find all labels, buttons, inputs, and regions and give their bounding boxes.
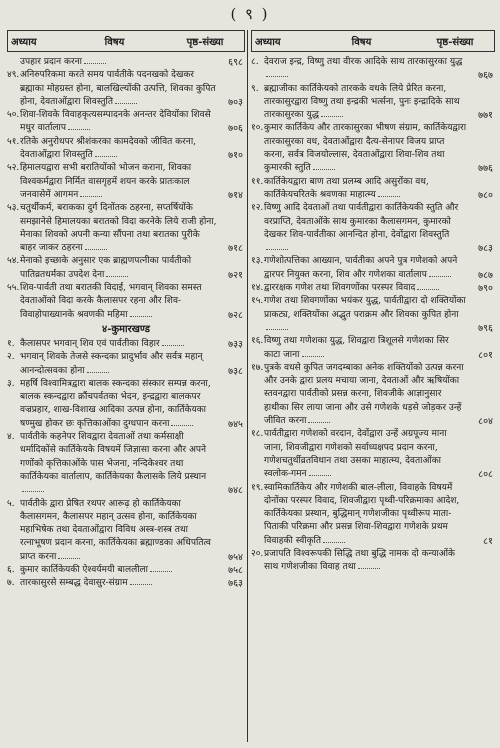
page-reference: ७५८ bbox=[228, 564, 243, 576]
chapter-subject: पुत्रके वधसे कुपित जगदम्बाका अनेक शक्तियोंको उत्पन्न करना और उनके द्वारा प्रलय मचाया जाना, देवताओं और ऋषियोंका स्तवनद्वारा पार्वतीको प्रसन्न करना, शिवजीके आज्ञानुसार हाथीका सिर लाया जाना और उसे गणेशके धड़से जोड़कर उन्हें जीवित करना bbox=[264, 362, 464, 427]
page-reference: ७६७ bbox=[478, 70, 493, 82]
chapter-subject: उपहार प्रदान करना bbox=[20, 57, 106, 67]
chapter-subject: अनिरुपरिकमा करते समय पार्वतीके पदनखको देखकर ब्रह्माका मोहग्रस्त होना, बालखिल्योंकी उत्पत्ति, शिवका कुपित होना, देवताओंद्वारा शिवस्तुति bbox=[20, 70, 216, 107]
header-page-count: पृष्ठ-संख्या bbox=[436, 37, 474, 48]
toc-entry bbox=[7, 564, 245, 577]
chapter-subject: स्वामिकार्तिकेय और गणेशकी बाल-लीला, विवाहके विषयमें दोनोंका परस्पर विवाद, शिवजीद्वारा पृथ्वी-परिक्रमाका आदेश, कार्तिकेयका प्रस्थान, बुद्धिमान् गणेशजीका पृथ्वीरूप माता-पिताकी परिक्रमा और प्रसन्न शिवा-शिवद्वारा गणेशके प्रथम विवाहकी स्वीकृति bbox=[264, 482, 460, 546]
chapter-subject: द्वाररक्षक गणेश तथा शिवगणोंका परस्पर विवाद bbox=[264, 283, 439, 293]
contents-column-left bbox=[7, 30, 245, 748]
toc-entry bbox=[7, 109, 245, 136]
chapter-number: ३. bbox=[7, 378, 15, 389]
chapter-number: १२. bbox=[251, 203, 264, 214]
toc-entry bbox=[251, 362, 495, 428]
toc-entry bbox=[251, 335, 495, 362]
page-reference: ७०६ bbox=[228, 123, 243, 135]
page-reference: ७१० bbox=[228, 150, 243, 162]
chapter-subject: गणेश तथा शिवगणोंका भयंकर युद्ध, पार्वतीद्वारा दो शक्तियोंका प्राकट्य, शक्तियोंका अद्भुत पराक्रम और शिवका कुपित होना bbox=[264, 296, 466, 333]
page-reference: ८०८ bbox=[478, 469, 493, 481]
page-reference: ६९८ bbox=[228, 57, 243, 68]
toc-entry bbox=[251, 282, 495, 295]
section-heading: ४-कुमारखण्ड bbox=[102, 323, 150, 335]
chapter-subject: गणेशोत्पत्तिका आख्यान, पार्वतीका अपने पुत्र गणेशको अपने द्वारपर नियुक्त करना, शिव और गणेशका वार्तालाप bbox=[264, 256, 458, 280]
chapter-subject: हिमालयद्वारा सभी बरातियोंको भोजन कराना, शिवका विश्वकर्मद्वारा निर्मित वासगृहमें शयन करके प्रातःकाल जनवासेमें आगमन bbox=[20, 163, 192, 200]
page-reference: ७९० bbox=[478, 283, 493, 295]
chapter-subject: कैलासपर भगवान् शिव एवं पार्वतीका विहार bbox=[20, 339, 184, 349]
toc-entry bbox=[251, 56, 495, 83]
page-reference: ७०३ bbox=[228, 96, 243, 108]
entry-list bbox=[7, 56, 245, 591]
page-reference: ७६३ bbox=[228, 578, 243, 590]
chapter-subject: देवराज इन्द्र, विष्णु तथा वीरक आदिके साथ तारकासुरका युद्ध bbox=[264, 57, 462, 80]
toc-entry bbox=[251, 548, 495, 575]
header-page-count: पृष्ठ-संख्या bbox=[186, 37, 224, 48]
page-reference: ७९६ bbox=[478, 322, 493, 334]
chapter-number: ५०. bbox=[7, 110, 20, 121]
chapter-number: १. bbox=[7, 338, 15, 349]
chapter-subject: महर्षि विश्वामित्रद्वारा बालक स्कन्दका संस्कार सम्पन्न करना, बालक स्कन्दद्वारा क्रौंचपर्वतका भेदन, इन्द्रद्वारा बालकपर वज्रप्रहार, शाख-विशाख आदिका उत्पन्न होना, कार्तिकेयका षण्मुख होकर छः कृत्तिकाओंका दुग्धपान करना bbox=[20, 378, 211, 429]
toc-entry bbox=[7, 577, 245, 590]
chapter-number: ५१. bbox=[7, 136, 20, 147]
chapter-number: १७. bbox=[251, 362, 264, 373]
chapter-subject: शिवा-शिवके विवाहकृत्यसम्पादनके अनन्तर देवियोंका शिवसे मधुर वार्तालाप bbox=[20, 110, 211, 134]
page-reference: ७२१ bbox=[228, 269, 243, 281]
page-reference: ७५४ bbox=[228, 551, 243, 563]
toc-entry bbox=[7, 56, 245, 69]
chapter-subject: तारकासुरसे सम्बद्ध देवासुर-संग्राम bbox=[20, 578, 152, 588]
chapter-subject: कुमार कार्तिकेयकी ऐश्वर्यमयी बाललीला bbox=[20, 565, 172, 575]
chapter-subject: विष्णु तथा गणेशका युद्ध, शिवद्वारा त्रिशूलसे गणेशका सिर काटा जाना bbox=[264, 336, 449, 360]
page-reference: ७८३ bbox=[478, 243, 493, 255]
chapter-number: ५५. bbox=[7, 283, 20, 294]
toc-entry bbox=[251, 428, 495, 481]
page-reference: ८०१ bbox=[478, 349, 493, 361]
chapter-number: १०. bbox=[251, 123, 264, 134]
chapter-number: ७. bbox=[7, 578, 15, 589]
page-reference: ७७१ bbox=[478, 110, 493, 122]
chapter-subject: चतुर्थीकर्म, बराकका दुर्ग दिनोंतक ठहरना, सप्तर्षियोंके समझानेसे हिमालयका बरातको विदा करनेके लिये राजी होना, मेनाका शिवको अपनी कन्या सौंपना तथा बरातका पुरीके बाहर जाकर ठहरना bbox=[20, 203, 217, 254]
page-reference: ७३८ bbox=[228, 365, 243, 377]
page-reference: ७१४ bbox=[228, 189, 243, 201]
page-reference: ७४५ bbox=[228, 418, 243, 430]
toc-entry bbox=[7, 69, 245, 109]
page-reference: ७४८ bbox=[228, 485, 243, 497]
toc-entry bbox=[251, 202, 495, 255]
chapter-number: ५४. bbox=[7, 256, 20, 267]
toc-entry bbox=[7, 136, 245, 163]
chapter-number: २. bbox=[7, 352, 15, 363]
chapter-number: २०. bbox=[251, 548, 264, 559]
page-reference: ७२८ bbox=[228, 309, 243, 321]
chapter-subject: रतिके अनुरोधपर श्रीशंकरका कामदेवको जीवित करना, देवताओंद्वारा शिवस्तुति bbox=[20, 136, 197, 161]
toc-entry bbox=[251, 83, 495, 123]
chapter-subject: प्रजापति विश्वरूपकी सिद्धि तथा बुद्धि नामक दो कन्याओंके साथ गणेशजीका विवाह तथा bbox=[264, 548, 455, 573]
toc-entry bbox=[251, 176, 495, 203]
header-chapter: अध्याय bbox=[11, 37, 37, 48]
chapter-number: ४. bbox=[7, 432, 15, 443]
header-subject: विषय bbox=[351, 37, 372, 48]
chapter-subject: मेनाको इच्छाके अनुसार एक ब्राह्मणपत्नीका पार्वतीको पातिव्रतधर्मका उपदेश देना bbox=[20, 256, 192, 280]
toc-entry bbox=[7, 498, 245, 564]
toc-entry bbox=[7, 338, 245, 351]
contents-column-right bbox=[251, 30, 495, 748]
chapter-number: ५२. bbox=[7, 163, 20, 174]
toc-entry bbox=[7, 162, 245, 202]
chapter-number: ६. bbox=[7, 564, 15, 575]
chapter-subject: विष्णु आदि देवताओं तथा पार्वतीद्वारा कार्तिकेयकी स्तुति और वरप्राप्ति, देवताओंके साथ कुमारका कैलासगमन, कुमारको देखकर शिव-पार्वतीका आनन्दित होना, देवोंद्वारा शिवस्तुति bbox=[264, 203, 458, 253]
chapter-number: ५. bbox=[7, 498, 15, 509]
column-divider bbox=[247, 30, 248, 742]
chapter-subject: पार्वतीके द्वारा प्रेषित रथपर आरूढ़ हो कार्तिकेयका कैलासगमन, कैलासपर महान् उत्सव होना, कार्तिकेयका महाभिषेक तथा देवताओंद्वारा विविध अस्त्र-शस्त्र तथा रत्नाभूषण प्रदान करना, कार्तिकेयका ब्रह्माण्डका अधिपतित्व प्राप्त करना bbox=[20, 498, 211, 562]
chapter-subject: ब्रह्माजीका कार्तिकेयको तारकके वधके लिये प्रेरित करना, तारकासुरद्वारा विष्णु तथा इन्द्रकी भर्त्सना, पुनः इन्द्रादिके साथ तारकासुरका युद्ध bbox=[264, 83, 460, 121]
toc-entry bbox=[251, 122, 495, 175]
page-reference: ७१८ bbox=[228, 243, 243, 255]
toc-entry bbox=[251, 295, 495, 335]
chapter-number: ४९. bbox=[7, 70, 20, 81]
chapter-number: १९. bbox=[251, 482, 264, 493]
chapter-subject: कार्तिकेयद्वारा बाण तथा प्रलम्ब आदि असुरोंका वध, कार्तिकेयचरितके श्रवणका माहात्म्य bbox=[264, 176, 429, 200]
table-header bbox=[7, 30, 245, 52]
toc-entry bbox=[7, 351, 245, 378]
chapter-number: ११. bbox=[251, 176, 264, 187]
chapter-number: १८. bbox=[251, 429, 264, 440]
page-number: ( ९ ) bbox=[230, 5, 270, 23]
chapter-subject: भगवान् शिवके तेजसे स्कन्दका प्रादुर्भाव और सर्वत्र महान् आनन्दोत्सवका होना bbox=[20, 352, 203, 376]
page-reference: ७८७ bbox=[478, 269, 493, 281]
chapter-subject: शिव-पार्वती तथा बरातकी विदाई, भगवान् शिवका समस्त देवताओंको विदा करके कैलासपर रहना और शिव-विवाहोपाख्यानके श्रवणकी महिमा bbox=[20, 283, 202, 320]
page-reference: ७७६ bbox=[478, 163, 493, 175]
chapter-number: ९. bbox=[251, 83, 259, 94]
toc-entry bbox=[7, 431, 245, 497]
chapter-subject: पार्वतीद्वारा गणेशको वरदान, देवोंद्वारा उन्हें अग्रपूज्य माना जाना, शिवजीद्वारा गणेशको सर्वाध्यक्षपद प्रदान करना, गणेशचतुर्थीव्रतविधान तथा उसका माहात्म्य, देवताओंका स्वलोक-गमन bbox=[264, 429, 447, 480]
toc-entry bbox=[7, 255, 245, 282]
page-reference: ८१ bbox=[483, 535, 493, 547]
chapter-number: १४. bbox=[251, 283, 264, 294]
chapter-number: १५. bbox=[251, 296, 264, 307]
chapter-number: १३. bbox=[251, 256, 264, 267]
page-reference: ७८० bbox=[478, 189, 493, 201]
header-subject: विषय bbox=[104, 37, 125, 48]
toc-entry bbox=[7, 202, 245, 255]
page-reference: ७३३ bbox=[228, 338, 243, 350]
header-chapter: अध्याय bbox=[255, 37, 281, 48]
chapter-subject: कुमार कार्तिकेय और तारकासुरका भीषण संग्राम, कार्तिकेयद्वारा तारकासुरका वध, देवताओंद्वारा दैत्य-सेनापर विजय प्राप्त करना, सर्वत्र विजयोल्लास, देवताओंद्वारा शिवा-शिव तथा कुमारकी स्तुति bbox=[264, 123, 467, 174]
chapter-number: ८. bbox=[251, 57, 259, 67]
chapter-number: १६. bbox=[251, 336, 264, 347]
chapter-subject: पार्वतीके कहनेपर शिवद्वारा देवताओं तथा कर्मसाक्षी धर्मादिकोंसे कार्तिकेयके विषयमें जिज्ञासा करना और अपने गणोंको कृत्तिकाओंके पास भेजना, नन्दिकेश्वर तथा कार्तिकेयका वार्तालाप, कार्तिकेयका कैलासके लिये प्रस्थान bbox=[20, 432, 206, 495]
toc-entry bbox=[7, 282, 245, 322]
entry-list bbox=[251, 56, 495, 575]
table-header bbox=[251, 30, 495, 52]
page-reference: ८०४ bbox=[478, 416, 493, 428]
toc-entry bbox=[251, 482, 495, 548]
toc-entry bbox=[251, 255, 495, 282]
toc-entry bbox=[7, 378, 245, 431]
chapter-number: ५३. bbox=[7, 203, 20, 214]
